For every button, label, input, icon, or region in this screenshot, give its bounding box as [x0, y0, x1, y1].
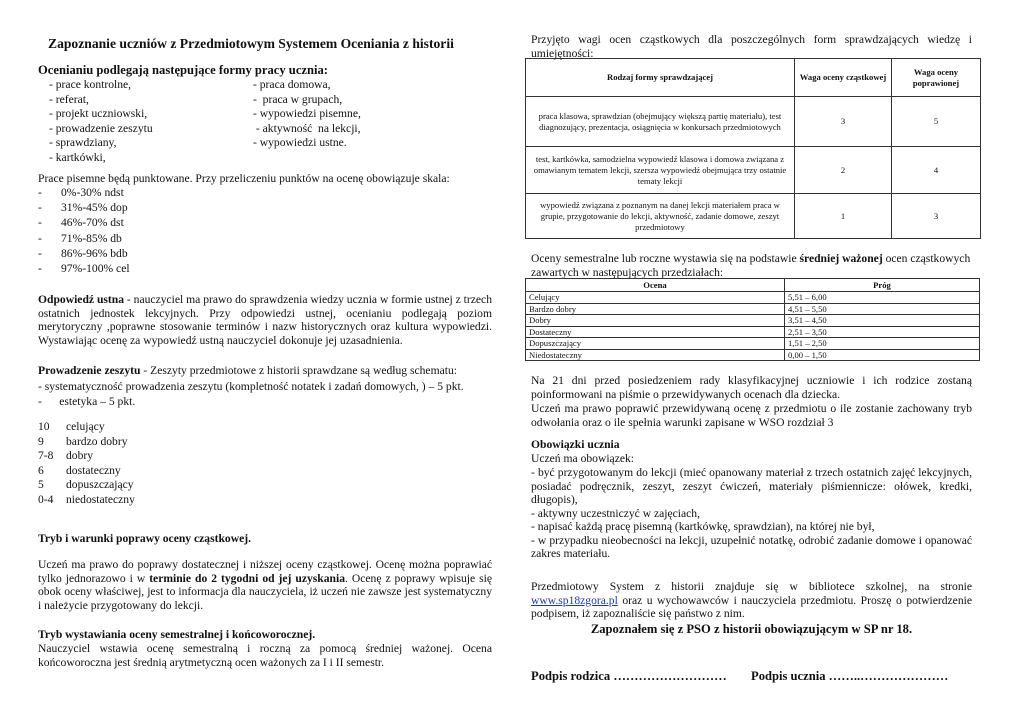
notebook-criterion-1: - systematyczność prowadzenia zeszytu (kompletność notatek i zadań domowych, ) – 5 pkt. [38, 379, 464, 393]
threshold-range: 4,51 – 5,50 [785, 303, 980, 315]
form-item: - kartkówki, [49, 150, 106, 164]
threshold-range: 3,51 – 4,50 [785, 315, 980, 327]
grade-item [38, 435, 135, 450]
grade-item [38, 449, 135, 464]
student-signature: Podpis ucznia ……..………………… [751, 669, 949, 683]
weights-value: 2 [795, 147, 892, 194]
weights-form: test, kartkówka, samodzielna wypowiedź klasowa i domowa związana z omawianym tematem lekcji, szersza wypowiedź obejmująca trzy ostatnie tematy lekcji [526, 147, 795, 194]
weights-corrected-value: 3 [892, 194, 981, 239]
scoring-scale-list [38, 185, 130, 276]
appeal-text: Uczeń ma prawo poprawić przewidywaną ocenę z przedmiotu o ile zostanie zachowany tryb odwołania oraz o ile spełnia warunki zapisane w WSO rozdział 3 [531, 402, 972, 429]
forms-row [49, 78, 361, 93]
scale-item [38, 246, 130, 261]
scale-dash: - [38, 231, 42, 245]
scale-text: 46%-70% dst [61, 216, 124, 230]
threshold-row [526, 315, 980, 327]
scale-dash: - [38, 201, 42, 215]
form-item: - wypowiedzi pisemne, [253, 107, 361, 120]
grade-points: 6 [38, 463, 44, 477]
library-text-part-1: Przedmiotowy System z historii znajduje się w bibliotece szkolnej, na stronie [531, 580, 972, 593]
semester-text: Nauczyciel wstawia ocenę semestralną i roczną za pomocą średniej ważonej. Ocena końcoworoczna jest średnią arytmetyczną ocen ważonych za I i II semestr. [38, 642, 492, 669]
scale-item [38, 231, 130, 246]
weights-header-weight: Waga oceny cząstkowej [795, 59, 892, 97]
oral-text: - nauczyciel ma prawo do sprawdzenia wiedzy ucznia w formie ustnej z trzech ostatnich jednostek lekcyjnych. Przy odpowiedzi ustnej, ocenianiu podlegają poziom merytoryczny ,poprawne stosowanie terminów i nazw historycznych oraz kultura wypowiedzi. Wystawiając ocenę za wypowiedź ustną nauczyciel dokonuje jej uzasadnienia. [38, 293, 492, 347]
form-item: - projekt uczniowski, [49, 107, 148, 120]
grade-name: dobry [66, 449, 94, 462]
forms-row [49, 151, 361, 166]
forms-row [49, 107, 361, 122]
threshold-range: 5,51 – 6,00 [785, 292, 980, 304]
average-info [531, 252, 972, 279]
page-title: Zapoznanie uczniów z Przedmiotowym Systemem Oceniania z historii [48, 36, 454, 51]
weights-header-form: Rodzaj formy sprawdzającej [526, 59, 795, 97]
grade-points: 9 [38, 434, 44, 448]
scale-text: 0%-30% ndst [61, 186, 124, 199]
improve-text-part-1: Uczeń ma prawo do poprawy dostatecznej i niższej oceny cząstkowej. Ocenę można poprawiać tylko jednorazowo i w [38, 558, 492, 585]
semester-heading: Tryb wystawiania oceny semestralnej i końcoworocznej. [38, 628, 316, 641]
grade-item [38, 493, 135, 508]
library-text-part-2: oraz u wychowawców i nauczyciela przedmiotu. Proszę o potwierdzenie podpisem, iż zapoznaliście się państwo z nim. [531, 593, 972, 620]
school-website-link[interactable]: www.sp18zgora.pl [531, 593, 618, 607]
forms-row [49, 93, 361, 108]
form-item: - aktywność na lekcji, [253, 121, 361, 135]
grade-name: celujący [66, 420, 105, 433]
thresholds-table [525, 278, 980, 361]
weights-corrected-value: 5 [892, 97, 981, 147]
average-text-part-1: Oceny semestralne lub roczne wystawia się na podstawie [531, 252, 800, 265]
scale-dash: - [38, 262, 42, 276]
grade-item [38, 478, 135, 493]
oral-heading: Odpowiedź ustna [38, 293, 125, 306]
forms-list [49, 78, 361, 165]
threshold-grade: Celujący [526, 292, 785, 304]
grade-item [38, 420, 135, 435]
scale-text: 86%-96% bdb [61, 246, 128, 260]
threshold-row [526, 292, 980, 304]
threshold-grade: Bardzo dobry [526, 303, 785, 315]
form-item: - sprawdziany, [49, 136, 117, 149]
improve-text [38, 558, 492, 612]
threshold-range: 0,00 – 1,50 [785, 349, 980, 361]
scale-item [38, 261, 130, 276]
notebook-section [38, 364, 492, 409]
weights-form: praca klasowa, sprawdzian (obejmujący większą partię materiału), test diagnozujący, prezentacja, osiągnięcia w konkursach przedmiotowych [526, 97, 795, 147]
improve-heading: Tryb i warunki poprawy oceny cząstkowej. [38, 532, 251, 545]
parent-signature: Podpis rodzica ……………………… [531, 669, 727, 683]
forms-row [49, 136, 361, 151]
weights-row [526, 194, 981, 239]
grade-name: dopuszczający [66, 478, 134, 491]
signatures [531, 669, 948, 684]
duty-item: - w przypadku nieobecności na lekcji, uzupełnić notatkę, odrobić zadanie domowe i opanować zakres materiału. [531, 533, 972, 560]
improve-text-part-2: . Ocenę z poprawy wpisuje się obok oceny właściwej, jest to informacja dla nauczyciela, iż uczeń nie zawsze jest systematyczny i należycie przygotowany do lekcji. [38, 571, 493, 612]
scale-text: 31%-45% dop [61, 201, 128, 215]
weights-table [525, 58, 981, 239]
grade-points: 5 [38, 478, 44, 491]
forms-row [49, 122, 361, 137]
scale-dash: - [38, 186, 42, 199]
weights-corrected-value: 4 [892, 147, 981, 194]
duties-heading: Obowiązki ucznia [531, 438, 620, 451]
weights-value: 1 [795, 194, 892, 239]
form-item: - praca domowa, [253, 78, 331, 91]
grade-name: bardzo dobry [66, 434, 128, 448]
grade-points: 10 [38, 420, 50, 433]
scale-item [38, 215, 130, 230]
weights-form: wypowiedź związana z poznanym na danej lekcji materiałem praca w grupie, przygotowanie do lekcji, aktywność, zadanie domowe, zeszyt przedmiotowy [526, 194, 795, 239]
average-weighted-term: średniej ważonej [799, 252, 883, 265]
scale-dash: - [38, 246, 42, 260]
weights-header-corrected: Waga oceny poprawionej [892, 59, 981, 97]
oral-section [38, 293, 492, 347]
weights-row [526, 97, 981, 147]
threshold-grade: Dobry [526, 315, 785, 327]
threshold-range: 1,51 – 2,50 [785, 338, 980, 350]
weights-value: 3 [795, 97, 892, 147]
library-text [531, 580, 972, 621]
weights-row [526, 147, 981, 194]
form-item: - prace kontrolne, [49, 78, 132, 91]
scale-text: 97%-100% cel [61, 262, 130, 276]
duties-list [531, 466, 972, 561]
threshold-row [526, 326, 980, 338]
form-item: - wypowiedzi ustne. [253, 136, 347, 149]
notebook-heading: Prowadzenie zeszytu [38, 364, 141, 377]
grade-item [38, 464, 135, 479]
threshold-range: 2,51 – 3,50 [785, 326, 980, 338]
duty-item: - być przygotowanym do lekcji (mieć opanowany materiał z trzech ostatnich zajęć lekcyjnych, posiadać podręcznik, zeszyt, zeszyt ćwiczeń, materiały piśmiennicze: ołówek, kredki, długopis), [531, 466, 972, 506]
scale-text: 71%-85% db [61, 231, 122, 245]
notebook-text: - Zeszyty przedmiotowe z historii sprawdzane są według schematu: [140, 364, 457, 377]
acknowledgement: Zapoznałem się z PSO z historii obowiązującym w SP nr 18. [590, 622, 913, 636]
duties-intro: Uczeń ma obowiązek: [531, 452, 635, 465]
threshold-grade: Niedostateczny [526, 349, 785, 361]
notice-text: Na 21 dni przed posiedzeniem rady klasyfikacyjnej uczniowie i ich rodzice zostaną poinformowani na piśmie o przewidywanych ocenach dla dziecka. [531, 374, 972, 401]
notebook-grades-list [38, 420, 135, 507]
scale-item [38, 200, 130, 215]
duty-item: - napisać każdą pracę pisemną (kartkówkę, sprawdzian), na której nie był, [531, 520, 875, 533]
grade-name: dostateczny [66, 463, 121, 477]
scoring-intro: Prace pisemne będą punktowane. Przy przeliczeniu punktów na ocenę obowiązuje skala: [38, 172, 450, 185]
duty-item: - aktywny uczestniczyć w zajęciach, [531, 506, 700, 520]
grade-points: 7-8 [38, 449, 54, 462]
notebook-criterion-2: - estetyka – 5 pkt. [38, 395, 136, 408]
form-item: - referat, [49, 92, 89, 106]
form-item: - prowadzenie zeszytu [49, 121, 153, 135]
average-text-part-2: ocen cząstkowych zawartych w następujących przedziałach: [531, 252, 971, 279]
thresholds-header-grade: Ocena [526, 279, 785, 292]
thresholds-header-range: Próg [785, 279, 980, 292]
threshold-row [526, 349, 980, 361]
threshold-row [526, 338, 980, 350]
threshold-grade: Dopuszczający [526, 338, 785, 350]
scale-item [38, 185, 130, 200]
threshold-row [526, 303, 980, 315]
threshold-grade: Dostateczny [526, 326, 785, 338]
grade-name: niedostateczny [66, 492, 135, 506]
weights-intro: Przyjęto wagi ocen cząstkowych dla poszczególnych form sprawdzających wiedzę i umiejętności: [531, 33, 972, 60]
scale-dash: - [38, 216, 42, 230]
form-item: - praca w grupach, [253, 92, 343, 106]
grade-points: 0-4 [38, 492, 54, 506]
improve-deadline: terminie do 2 tygodni od jej uzyskania [149, 571, 345, 585]
forms-heading: Ocenianiu podlegają następujące formy pracy ucznia: [38, 63, 328, 77]
